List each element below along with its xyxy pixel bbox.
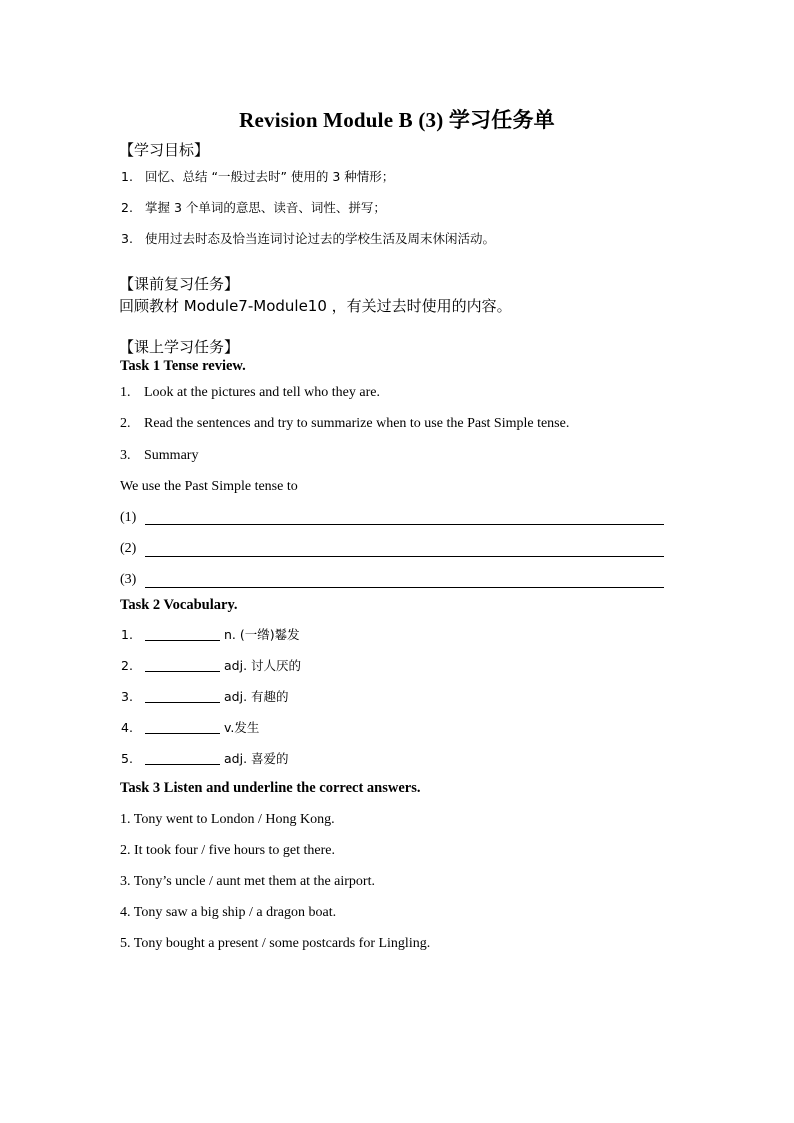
item-text: adj. 讨人厌的 [224,658,302,673]
item-number: 2. [120,416,131,431]
objective-item [121,167,394,185]
vocab-item [121,625,300,643]
inclass-heading: 【课上学习任务】 [119,338,240,356]
item-number: 1. [121,627,133,642]
objective-item [121,198,386,216]
answer-blank-line[interactable] [145,587,664,588]
item-number: 5. [121,751,133,766]
item-text: Look at the pictures and tell who they are. [144,385,380,400]
task3-item: 1. Tony went to London / Hong Kong. [120,812,335,827]
vocab-item [121,718,259,736]
item-number: 2. [121,658,133,673]
task1-item [120,416,569,432]
vocab-item [121,656,301,674]
item-text: n. (一绺)鬈发 [224,627,300,642]
blank-label: (1) [120,510,137,525]
item-number: 2. [121,200,133,215]
item-number: 3. [120,448,131,463]
task3-item: 5. Tony bought a present / some postcards for Lingling. [120,936,431,951]
vocab-blank[interactable] [145,658,220,672]
preview-heading: 【课前复习任务】 [119,275,240,293]
objectives-heading: 【学习目标】 [119,141,210,159]
preview-text: 回顾教材 Module7-Module10 ，有关过去时使用的内容。 [119,297,512,315]
vocab-item [121,749,289,767]
task3-item: 3. Tony’s uncle / aunt met them at the airport. [120,874,375,889]
answer-blank-line[interactable] [145,524,664,525]
item-text: 回忆、总结 “一般过去时” 使用的 3 种情形； [145,169,395,184]
task1-item [120,448,198,464]
item-text: v.发生 [224,720,260,735]
task3-item: 4. Tony saw a big ship / a dragon boat. [120,905,337,920]
item-text: adj. 喜爱的 [224,751,289,766]
task3-item: 2. It took four / five hours to get there. [120,843,336,858]
page-title: Revision Module B (3) 学习任务单 [239,108,555,132]
vocab-blank[interactable] [145,751,220,765]
answer-blank-line[interactable] [145,556,664,557]
vocab-blank[interactable] [145,720,220,734]
task1-lead: We use the Past Simple tense to [120,479,298,494]
blank-label: (2) [120,541,137,556]
vocab-blank[interactable] [145,689,220,703]
item-text: 掌握 3 个单词的意思、读音、词性、拼写； [145,200,386,215]
item-number: 1. [121,169,133,184]
item-number: 1. [120,385,131,400]
task3-title: Task 3 Listen and underline the correct answers. [120,780,421,796]
item-number: 3. [121,231,133,246]
item-text: 使用过去时态及恰当连词讨论过去的学校生活及周末休闲活动。 [145,231,496,246]
item-text: Read the sentences and try to summarize when to use the Past Simple tense. [144,416,570,431]
vocab-blank[interactable] [145,627,220,641]
vocab-item [121,687,289,705]
item-number: 4. [121,720,133,735]
blank-label: (3) [120,572,137,587]
item-text: Summary [144,448,199,463]
item-text: adj. 有趣的 [224,689,289,704]
task1-title: Task 1 Tense review. [120,358,246,374]
task1-item [120,385,380,401]
objective-item [121,229,495,247]
item-number: 3. [121,689,133,704]
task2-title: Task 2 Vocabulary. [120,597,238,613]
